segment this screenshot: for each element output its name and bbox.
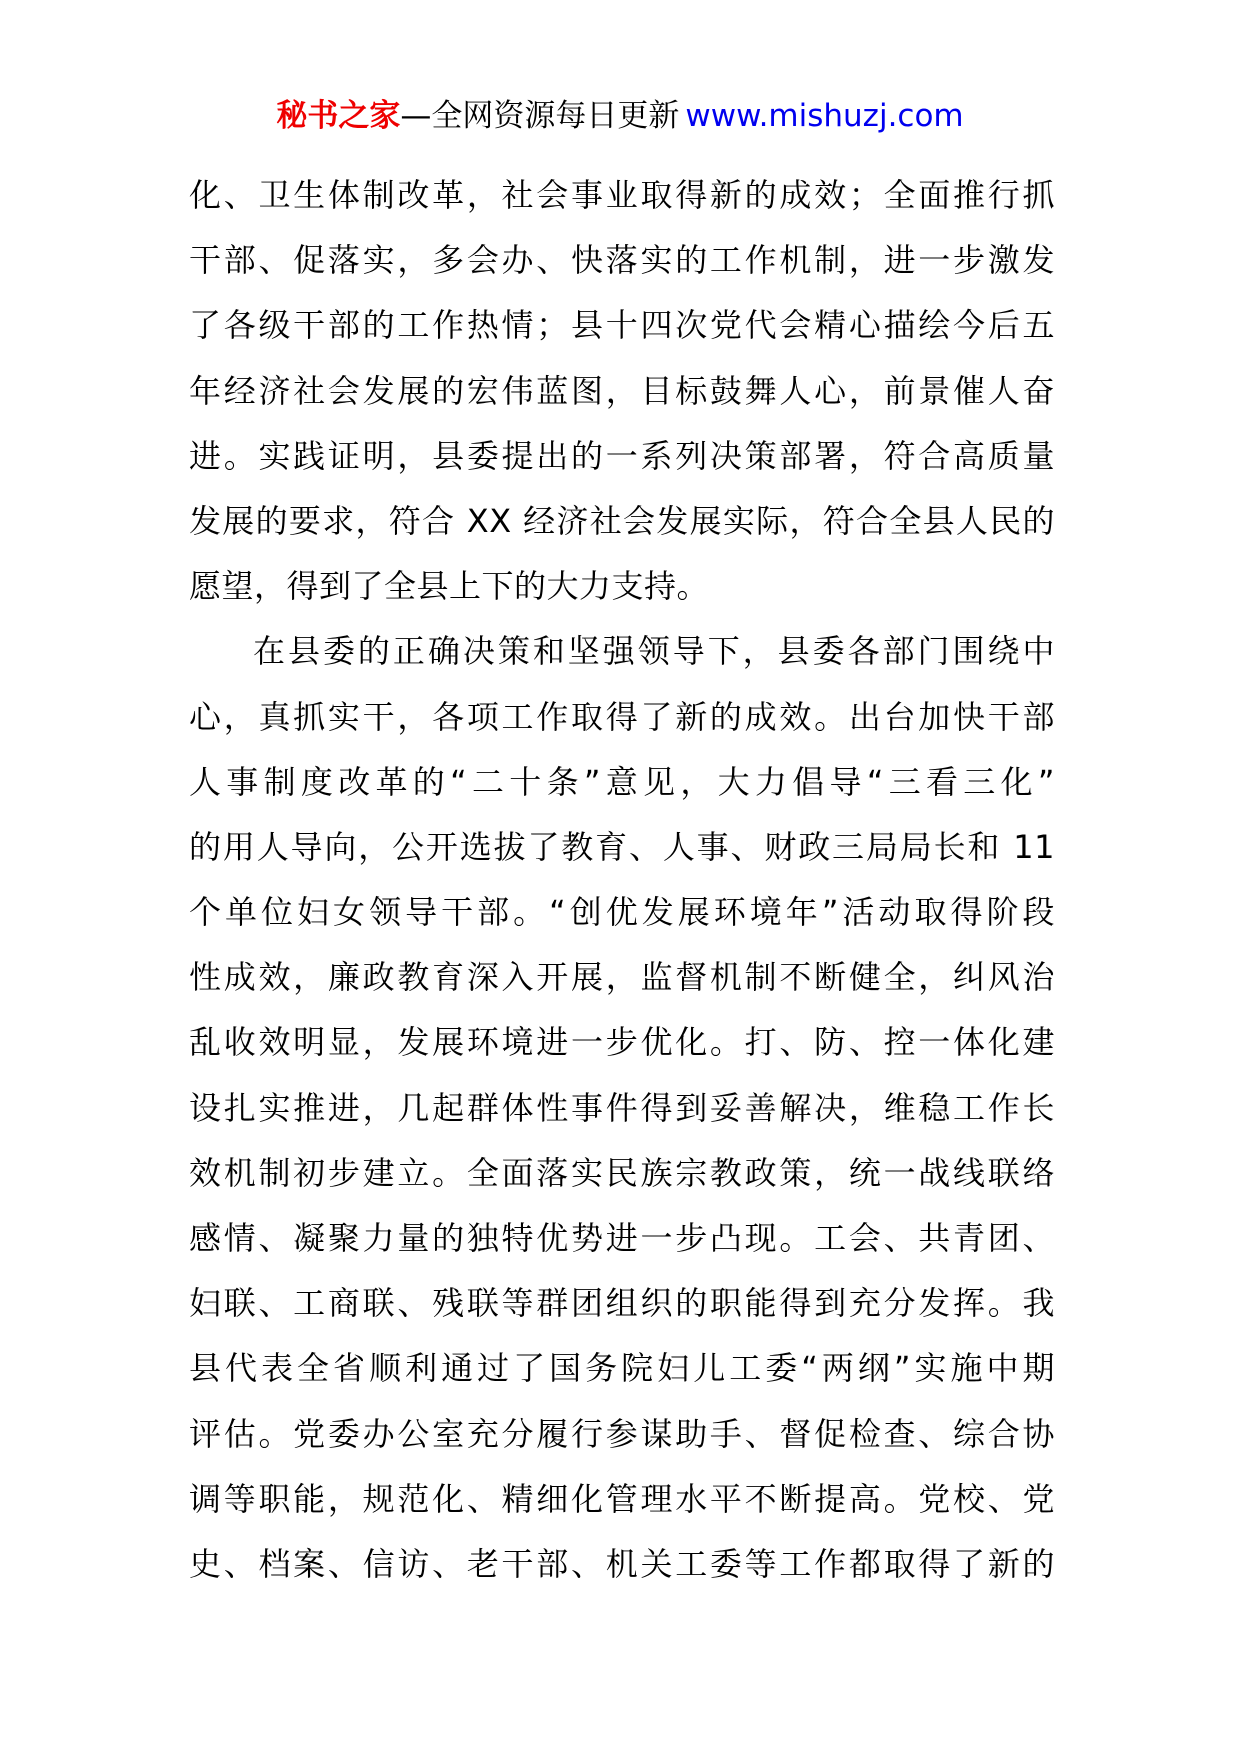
paragraph-2-line: 性成效，廉政教育深入开展，监督机制不断健全，纠风治 <box>189 958 1055 997</box>
paragraph-1-line: 化、卫生体制改革，社会事业取得新的成效；全面推行抓 <box>189 176 1055 214</box>
paragraph-2-line: 乱收效明显，发展环境进一步优化。打、防、控一体化建 <box>189 1023 1055 1062</box>
header-tagline: —全网资源每日更新 <box>400 98 680 134</box>
paragraph-2-line: 人事制度改革的“二十条”意见，大力倡导“三看三化” <box>189 762 1055 801</box>
paragraph-2-line: 评估。党委办公室充分履行参谋助手、督促检查、综合协 <box>189 1414 1055 1453</box>
paragraph-2-line: 史、档案、信访、老干部、机关工委等工作都取得了新的 <box>189 1544 1055 1583</box>
paragraph-2-line: 在县委的正确决策和坚强领导下，县委各部门围绕中 <box>253 632 1055 671</box>
paragraph-2-line: 心，真抓实干，各项工作取得了新的成效。出台加快干部 <box>189 697 1055 736</box>
header-url-link[interactable]: www.mishuzj.com <box>685 98 964 134</box>
header-brand: 秘书之家 <box>276 98 401 134</box>
paragraph-2-line: 感情、凝聚力量的独特优势进一步凸现。工会、共青团、 <box>189 1219 1055 1257</box>
paragraph-2-line: 设扎实推进，几起群体性事件得到妥善解决，维稳工作长 <box>189 1088 1055 1127</box>
paragraph-2-line: 调等职能，规范化、精细化管理水平不断提高。党校、党 <box>189 1479 1055 1518</box>
page-header <box>0 96 1240 136</box>
paragraph-2-line: 效机制初步建立。全面落实民族宗教政策，统一战线联络 <box>189 1153 1055 1192</box>
paragraph-1-line: 进。实践证明，县委提出的一系列决策部署，符合高质量 <box>189 436 1055 475</box>
paragraph-2-line: 个单位妇女领导干部。“创优发展环境年”活动取得阶段 <box>189 893 1055 932</box>
paragraph-1-line: 年经济社会发展的宏伟蓝图，目标鼓舞人心，前景催人奋 <box>189 371 1055 410</box>
paragraph-2-line: 妇联、工商联、残联等群团组织的职能得到充分发挥。我 <box>189 1284 1055 1323</box>
document-body <box>189 163 1055 1597</box>
paragraph-1-line: 发展的要求，符合 XX 经济社会发展实际，符合全县人民的 <box>189 501 1055 540</box>
paragraph-2-line: 的用人导向，公开选拔了教育、人事、财政三局局长和 11 <box>189 827 1055 866</box>
paragraph-1-line: 了各级干部的工作热情；县十四次党代会精心描绘今后五 <box>189 306 1055 345</box>
paragraph-1-line: 愿望，得到了全县上下的大力支持。 <box>189 567 710 606</box>
paragraph-2-line: 县代表全省顺利通过了国务院妇儿工委“两纲”实施中期 <box>189 1349 1055 1388</box>
paragraph-1-line: 干部、促落实，多会办、快落实的工作机制，进一步激发 <box>189 241 1055 280</box>
